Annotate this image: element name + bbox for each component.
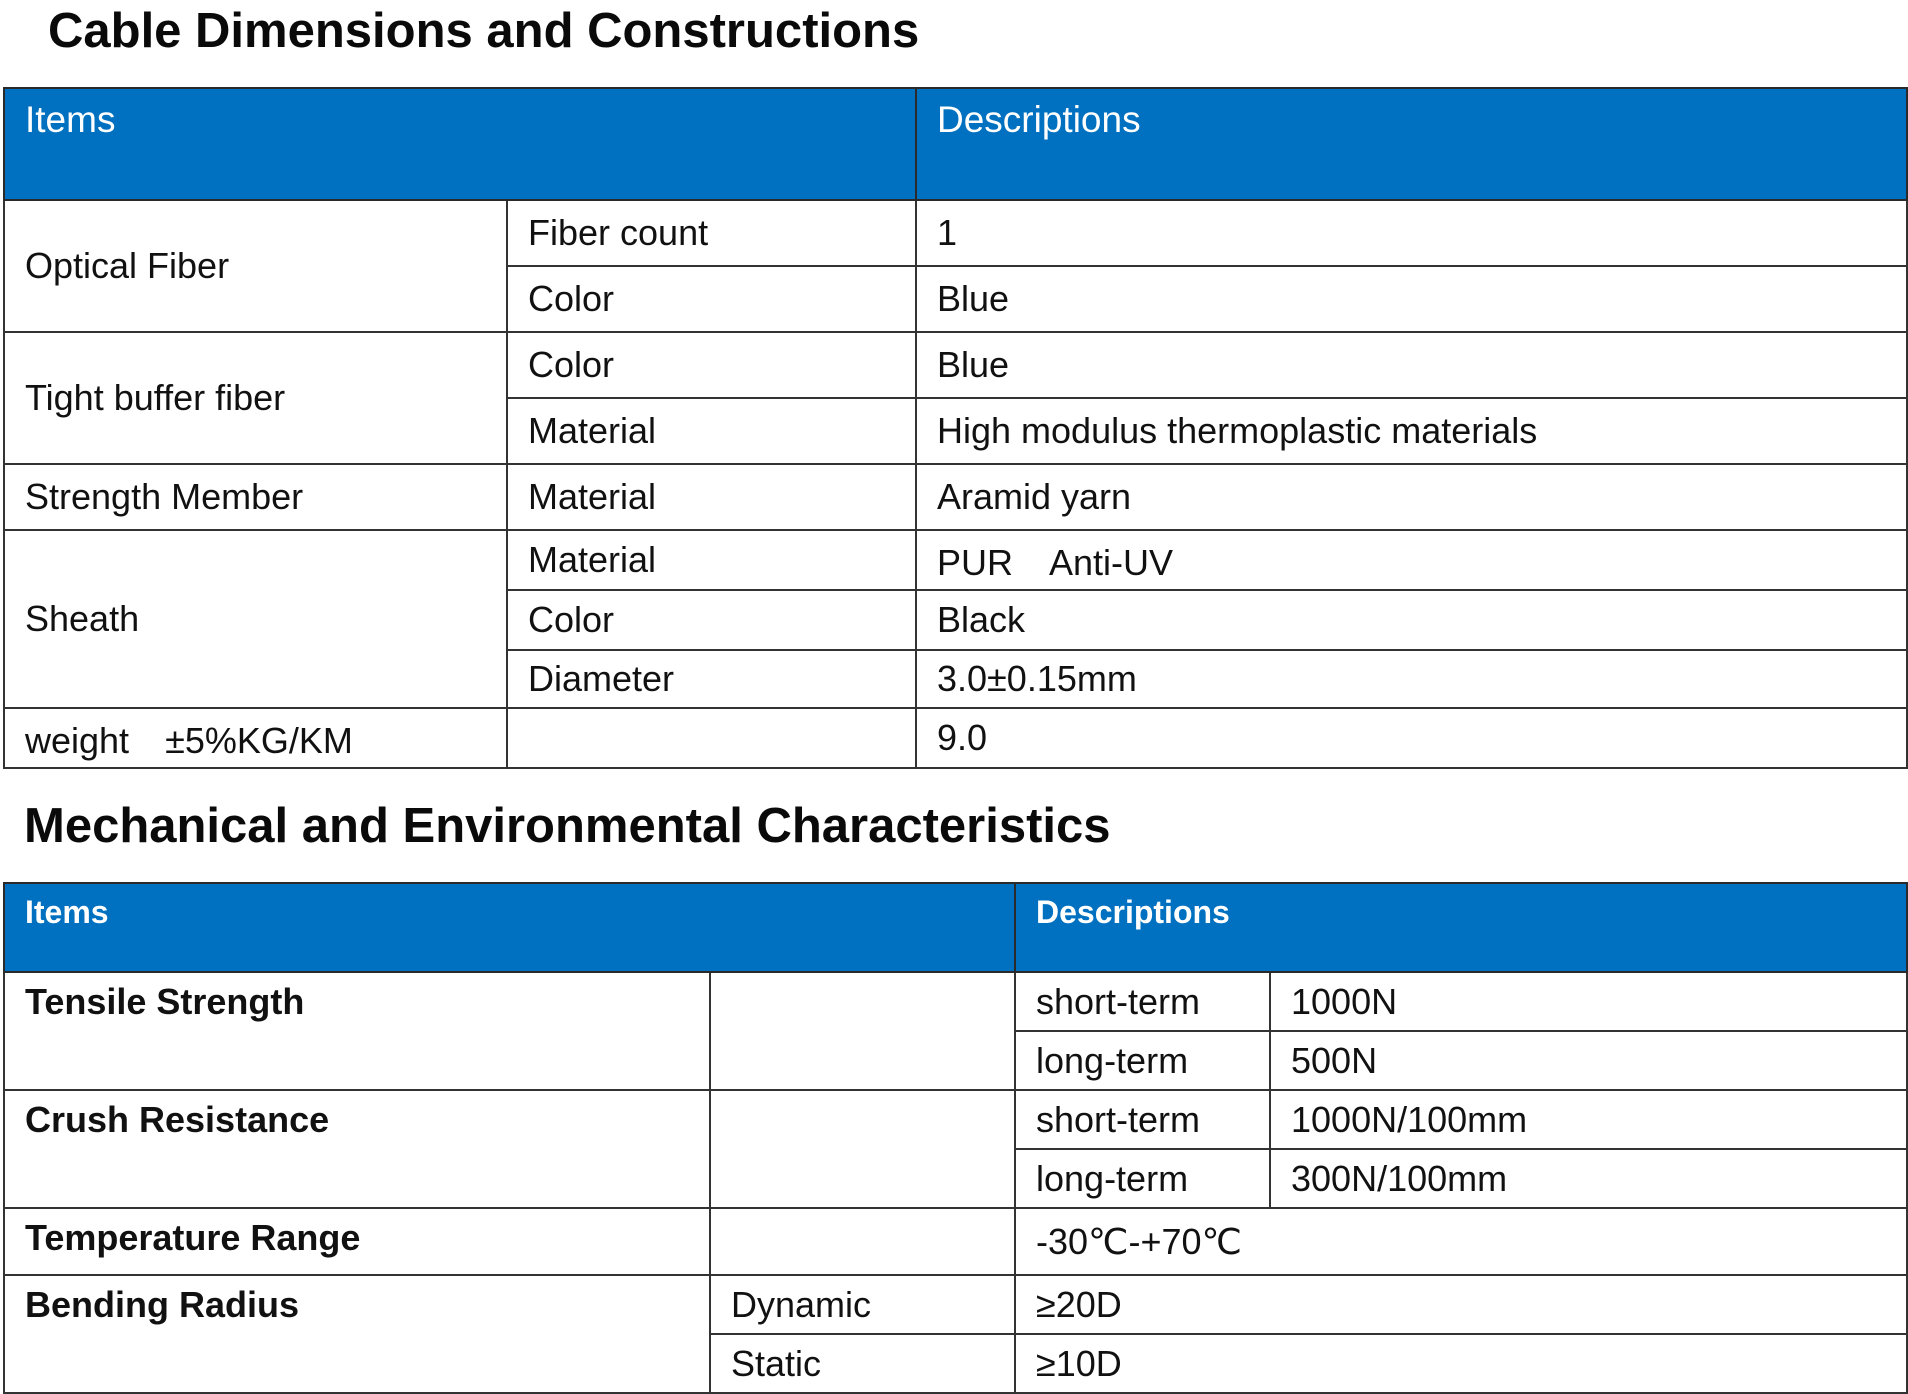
item-cell: Diameter — [507, 650, 916, 708]
table-row — [4, 1208, 1907, 1275]
header-descriptions: Descriptions — [916, 88, 1907, 200]
table-row — [4, 464, 1907, 530]
term-cell: short-term — [1015, 1090, 1270, 1149]
group-cell: weight ±5%KG/KM — [4, 708, 507, 768]
item-cell: Material — [507, 398, 916, 464]
header-items: Items — [4, 883, 1015, 972]
value-cell: 9.0 — [916, 708, 1907, 768]
value-cell: 1 — [916, 200, 1907, 266]
cable-dimensions-table — [3, 87, 1908, 769]
sub-cell — [710, 972, 1015, 1090]
group-cell: Crush Resistance — [4, 1090, 710, 1208]
table-row — [4, 200, 1907, 266]
table-row — [4, 530, 1907, 590]
item-cell: Color — [507, 266, 916, 332]
group-cell: Tensile Strength — [4, 972, 710, 1090]
value-cell: Blue — [916, 266, 1907, 332]
sub-cell: Dynamic — [710, 1275, 1015, 1334]
table-header-row — [4, 883, 1907, 972]
term-cell: short-term — [1015, 972, 1270, 1031]
table-header-row — [4, 88, 1907, 200]
value-cell: 1000N — [1270, 972, 1907, 1031]
term-cell: long-term — [1015, 1031, 1270, 1090]
item-cell: Fiber count — [507, 200, 916, 266]
table-row — [4, 972, 1907, 1031]
group-cell: Bending Radius — [4, 1275, 710, 1393]
table-row — [4, 708, 1907, 768]
value-cell: PUR Anti-UV — [916, 530, 1907, 590]
group-cell: Sheath — [4, 530, 507, 708]
value-cell: Black — [916, 590, 1907, 650]
item-cell — [507, 708, 916, 768]
group-cell: Optical Fiber — [4, 200, 507, 332]
section-title-cable-dimensions: Cable Dimensions and Constructions — [48, 4, 920, 58]
value-cell: 300N/100mm — [1270, 1149, 1907, 1208]
group-cell: Temperature Range — [4, 1208, 710, 1275]
header-descriptions: Descriptions — [1015, 883, 1907, 972]
group-cell: Tight buffer fiber — [4, 332, 507, 464]
item-cell: Material — [507, 530, 916, 590]
value-cell: 1000N/100mm — [1270, 1090, 1907, 1149]
sub-cell: Static — [710, 1334, 1015, 1393]
table-row — [4, 1275, 1907, 1334]
value-cell: ≥20D — [1015, 1275, 1907, 1334]
value-cell: 3.0±0.15mm — [916, 650, 1907, 708]
sub-cell — [710, 1090, 1015, 1208]
table-row — [4, 1090, 1907, 1149]
term-cell: long-term — [1015, 1149, 1270, 1208]
value-cell: Aramid yarn — [916, 464, 1907, 530]
value-cell: High modulus thermoplastic materials — [916, 398, 1907, 464]
value-cell: Blue — [916, 332, 1907, 398]
item-cell: Material — [507, 464, 916, 530]
table-row — [4, 332, 1907, 398]
value-cell: -30℃-+70℃ — [1015, 1208, 1907, 1275]
value-cell: 500N — [1270, 1031, 1907, 1090]
header-items: Items — [4, 88, 916, 200]
group-cell: Strength Member — [4, 464, 507, 530]
sub-cell — [710, 1208, 1015, 1275]
mechanical-environmental-table — [3, 882, 1908, 1394]
value-cell: ≥10D — [1015, 1334, 1907, 1393]
item-cell: Color — [507, 590, 916, 650]
section-title-mechanical-environmental: Mechanical and Environmental Characteristics — [24, 799, 1111, 853]
item-cell: Color — [507, 332, 916, 398]
